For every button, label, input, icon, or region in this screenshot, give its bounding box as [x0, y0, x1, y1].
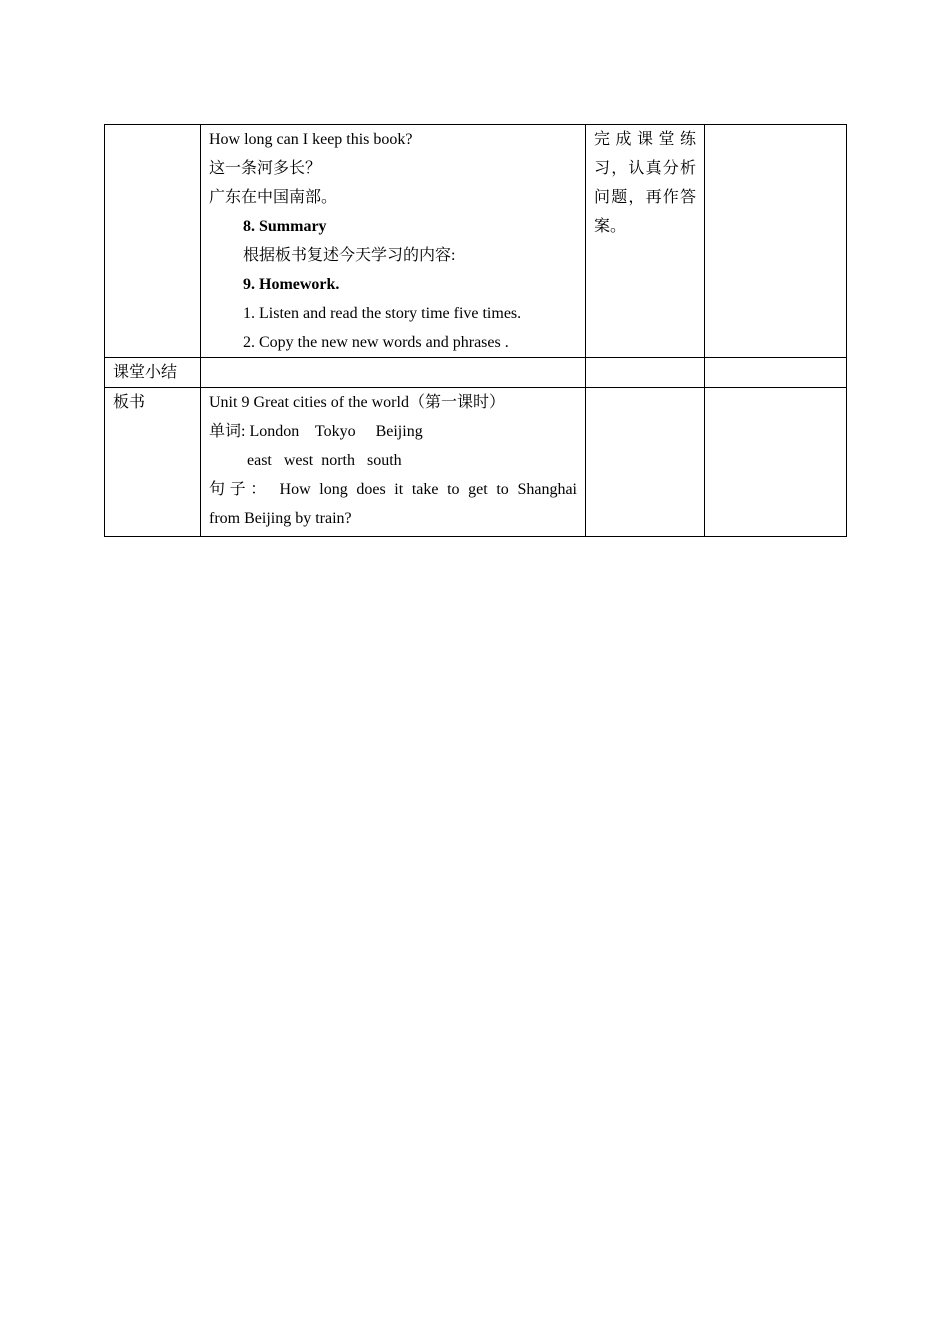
cell-empty-notes [705, 125, 847, 358]
blackboard-words-line-2: east west north south [247, 452, 402, 469]
blackboard-sentence-line-1: 句子： How long does it take to get to Shanghai [209, 481, 577, 498]
cell-empty-label [105, 125, 201, 358]
class-summary-label: 课堂小结 [105, 358, 201, 388]
table-row-class-summary [105, 358, 847, 388]
student-activity-line-1: 完成课堂练 [594, 131, 696, 148]
class-summary-content [201, 358, 586, 388]
blackboard-title: Unit 9 Great cities of the world（第一课时） [209, 394, 505, 411]
blackboard-sentence-line-2: from Beijing by train? [209, 510, 352, 527]
student-activity-note [594, 125, 696, 241]
blackboard-content [201, 388, 586, 537]
table-row-lesson-end [105, 125, 847, 358]
blackboard-label: 板书 [105, 388, 201, 537]
blackboard-col4 [705, 388, 847, 537]
class-summary-col4 [705, 358, 847, 388]
example-sentence-guangdong: 广东在中国南部。 [209, 189, 338, 206]
student-activity-line-3: 问题，再作答 [594, 189, 696, 206]
student-activity-line-4: 案。 [594, 218, 627, 235]
homework-item-1: 1. Listen and read the story time five times. [243, 305, 522, 322]
cell-student-activity [586, 125, 705, 358]
class-summary-col3 [586, 358, 705, 388]
example-sentence-book: How long can I keep this book? [209, 131, 413, 148]
example-sentence-river: 这一条河多长？ [209, 160, 322, 177]
student-activity-line-2: 习，认真分析 [594, 160, 696, 177]
lesson-plan-table [104, 124, 847, 537]
table-row-blackboard [105, 388, 847, 537]
blackboard-words-line-1: 单词: London Tokyo Beijing [209, 423, 423, 440]
homework-item-2: 2. Copy the new new words and phrases . [243, 334, 509, 351]
summary-text: 根据板书复述今天学习的内容: [243, 247, 456, 264]
cell-lesson-content [201, 125, 586, 358]
blackboard-col3 [586, 388, 705, 537]
homework-heading: 9. Homework. [243, 276, 340, 293]
summary-heading: 8. Summary [243, 218, 327, 235]
